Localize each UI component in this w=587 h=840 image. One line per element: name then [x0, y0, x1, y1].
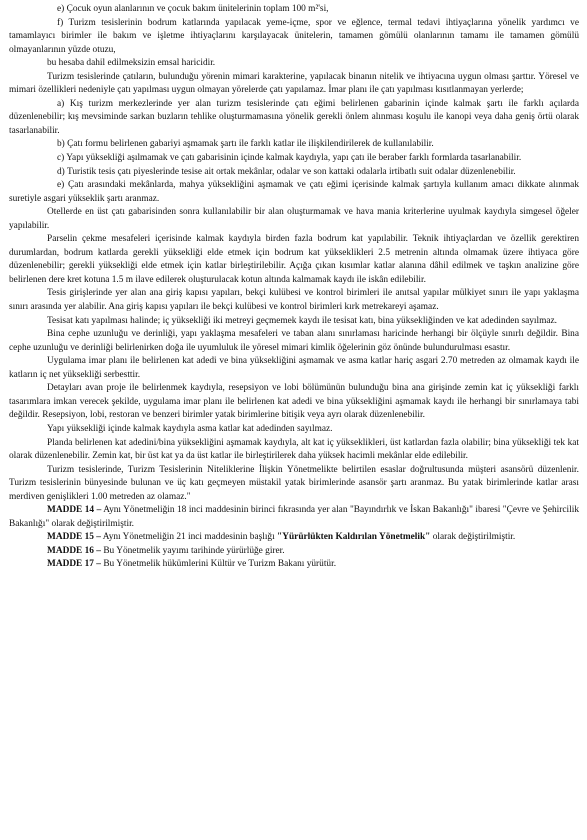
paragraph-0: e) Çocuk oyun alanlarının ve çocuk bakım ünitelerinin toplam 100 m²'si, [57, 4, 329, 14]
paragraph-18: Turizm tesislerinde, Turizm Tesislerinin Niteliklerine İlişkin Yönetmelikte belirtilen esaslar doğrultusunda müşteri asansörü düzenlenir. Turizm tesislerinin bünyesinde bulunan ve üç katı geçmeyen müstakil yatak birimlerinde asansör şartı aranmaz. Bu yatak birimlerinde katlar arası merdiven genişlikleri 1.00 metreden az olamaz." [9, 464, 579, 502]
paragraph-15: Detayları avan proje ile belirlenmek kaydıyla, resepsiyon ve lobi bölümünün bulunduğu bina ana girişinde zemin kat iç yüksekliği farklı tasarımlara imkan verecek şekilde, uygulama imar planı ile belirlenen kat adedi ve bina yüksekliğini aşmamak kaydı ile herhangi bir sınırlamaya tabi değildir. Resepsiyon, lobi, restoran ve benzeri birimler yatak birimlerine bitişik veya ayrı olarak düzenlenebilir. [9, 383, 579, 421]
paragraph-17: Planda belirlenen kat adedini/bina yüksekliğini aşmamak kaydıyla, alt kat iç yükseklikleri, üst katlardan fazla olabilir; bina yüksekliği tek kat olarak düzenlenebilir. Zemin kat, bir üst kat ya da üst katlar ile birleştirilerek daha yüksek hacimli mekânlar elde edilebilir. [9, 437, 579, 462]
article-14-label: MADDE 14 – [47, 505, 102, 516]
article-17-label: MADDE 17 – [47, 559, 101, 570]
paragraph-10: Parselin çekme mesafeleri içerisinde kalmak kaydıyla birden fazla bodrum kat yapılabilir. Teknik ihtiyaçlardan ve özellik gerektiren durumlardan, bodrum katlarda gerekli yüksekliği elde etmek için bodrum kat yükseklikleri 2.5 metrenin altında olmamak üzere ihtiyaca göre düzenlenebilir; gerekli yüksekliği elde etmek için katlar birleştirilebilir. Açığa çıkan kısımlar katlar alanına dâhil edilmek ve taşkın analizine göre belirlenen dere kret kotuna 1.5 m ilave edilerek oluşturulacak kotun altında kalmamak kaydı ile iskân edilebilir. [9, 234, 579, 285]
article-17-text: Bu Yönetmelik hükümlerini Kültür ve Turizm Bakanı yürütür. [100, 559, 337, 570]
paragraph-16: Yapı yüksekliği içinde kalmak kaydıyla asma katlar kat adedinden sayılmaz. [47, 423, 333, 434]
paragraph-3: Turizm tesislerinde çatıların, bulunduğu yörenin mimari karakterine, yapılacak binanın nitelik ve ihtiyacına uygun olması şarttır. Yöresel ve mimari özellikleri nedeniyle çatı yapılması uygun olmayan yörelerde çatı yapılamaz. İmar planı ile çatı yapılması kısıtlanmayan yerlerde; [9, 71, 579, 96]
article-15-text-before: Aynı Yönetmeliğin 21 inci maddesinin başlığı [100, 532, 278, 543]
paragraph-12: Tesisat katı yapılması halinde; iç yüksekliği iki metreyi geçmemek kaydı ile tesisat katı, bina yüksekliğinden ve kat adedinden sayılmaz. [47, 315, 558, 326]
article-14 [9, 504, 579, 531]
article-15 [9, 531, 579, 545]
article-15-label: MADDE 15 – [47, 532, 101, 543]
paragraph-6: c) Yapı yüksekliği aşılmamak ve çatı gabarisinin içinde kalmak kaydıyla, yapı çatı ile beraber farklı formlarda tasarlanabilir. [57, 153, 522, 164]
paragraph-7: d) Turistik tesis çatı piyeslerinde tesise ait ortak mekânlar, odalar ve son kattaki odalarla irtibatlı suit odalar düzenlenebilir. [57, 166, 516, 177]
paragraph-1: f) Turizm tesislerinin bodrum katlarında yapılacak yeme-içme, spor ve eğlence, termal tedavi ihtiyaçlarına yönelik yardımcı ve tamamlayıcı birimler ile bakım ve işletme ihtiyaçlarını karşılayacak ünitelerin, tamamen gömülü olanlarının tamamı ile tamamen gömülü olmayanlarının yüzde otuzu, [9, 17, 579, 55]
article-15-title: "Yürürlükten Kaldırılan Yönetmelik" [277, 532, 431, 543]
article-15-text-after: olarak değiştirilmiştir. [430, 532, 516, 543]
paragraph-8: e) Çatı arasındaki mekânlarda, mahya yüksekliğini aşmamak ve çatı eğimi içerisinde kalmak şartıyla kullanım amacı dikkate alınmak suretiyle asgari yükseklik şartı aranmaz. [9, 180, 579, 204]
article-14-text: Aynı Yönetmeliğin 18 inci maddesinin birinci fıkrasında yer alan "Bayındırlık ve İskan Bakanlığı" ibaresi "Çevre ve Şehircilik Bakanlığı" olarak değiştirilmiştir. [9, 505, 579, 529]
article-16 [9, 545, 579, 559]
regulation-text [9, 3, 579, 504]
paragraph-13: Bina cephe uzunluğu ve derinliği, yapı yaklaşma mesafeleri ve taban alanı sınırlaması haricinde herhangi bir ölçüyle sınırlı değildir. Bina cephe uzunluğu ve derinliği belirlenirken doğa ile uyumluluk ile yöresel mimari kimlik öğelerinin göz önünde bulundurulması esastır. [9, 329, 579, 353]
paragraph-4: a) Kış turizm merkezlerinde yer alan turizm tesislerinde çatı eğimi belirlenen gabarinin içinde kalmak şartı ile farklı açılarda düzenlenebilir; kış mevsiminde sarkan buzların tehlike oluşturmamasına yönelik gerekli önlem alınması koşulu ile kanopi veya daha geniş örtü olarak tasarlanabilir. [9, 98, 579, 136]
article-17 [9, 558, 579, 572]
paragraph-5: b) Çatı formu belirlenen gabariyi aşmamak şartı ile farklı katlar ile ilişkilendirilerek de kullanılabilir. [57, 139, 434, 150]
paragraph-9: Otellerde en üst çatı gabarisinden sonra kullanılabilir bir alan oluşturmamak ve hava mania kriterlerine uyulmak kaydıyla simgesel öğeler yapılabilir. [9, 207, 579, 231]
paragraph-14: Uygulama imar planı ile belirlenen kat adedi ve bina yüksekliğini aşmamak ve asma katlar hariç asgari 2.70 metreden az olmamak kaydı ile katların iç net yüksekliği serbesttir. [9, 356, 579, 380]
article-16-text: Bu Yönetmelik yayımı tarihinde yürürlüğe girer. [100, 545, 285, 556]
paragraph-2: bu hesaba dahil edilmeksizin emsal haricidir. [47, 58, 216, 69]
article-16-label: MADDE 16 – [47, 545, 101, 556]
paragraph-11: Tesis girişlerinde yer alan ana giriş kapısı yapıları, bekçi kulübesi ve kontrol birimleri ile anıtsal yapılar mülkiyet sınırı ile yapı yaklaşma sınırı arasında yer alabilir. Ana giriş kapısı yapıları ile bekçi kulübesi ve kontrol birimleri kırk metrekareyi aşamaz. [9, 288, 579, 313]
